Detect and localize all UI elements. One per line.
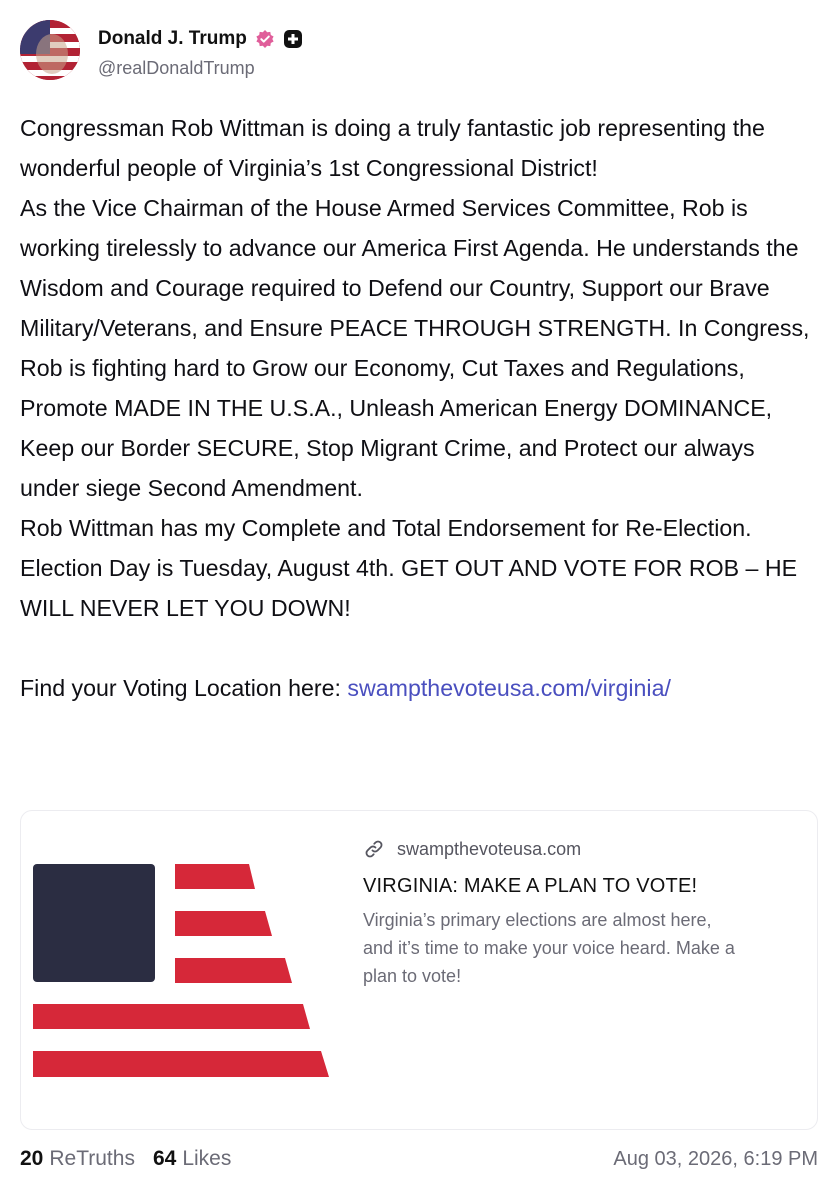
flag-stripe xyxy=(175,911,272,936)
post-paragraph: As the Vice Chairman of the House Armed Services Committee, Rob is working tirelessly to advance our America First Agenda. He understands the Wisdom and Courage required to Defend our Country, Support our Brave Military/Veterans, and Ensure PEACE THROUGH STRENGTH. In Congress, Rob is fighting hard to Grow our Economy, Cut Taxes and Regulations, Promote MADE IN THE U.S.A., Unleash American Energy DOMINANCE, Keep our Border SECURE, Stop Migrant Crime, and Protect our always under siege Second Amendment. xyxy=(20,195,810,501)
avatar[interactable] xyxy=(20,20,80,80)
display-name[interactable]: Donald J. Trump xyxy=(98,28,247,49)
verified-badge-icon xyxy=(255,29,275,49)
likes-label: Likes xyxy=(182,1147,232,1170)
voting-location-link[interactable]: swampthevoteusa.com/virginia/ xyxy=(347,675,671,701)
card-meta xyxy=(363,837,783,990)
post-spacer xyxy=(20,628,820,668)
retruths-stat[interactable] xyxy=(20,1147,135,1171)
post-paragraph: Congressman Rob Wittman is doing a truly fantastic job representing the wonderful people of Virginia’s 1st Congressional District! xyxy=(20,115,765,181)
handle[interactable]: @realDonaldTrump xyxy=(98,58,255,78)
flag-stripe xyxy=(33,1004,310,1029)
flag-stripe xyxy=(175,958,292,983)
post-paragraph: Rob Wittman has my Complete and Total Endorsement for Re-Election. Election Day is Tuesday, August 4th. GET OUT AND VOTE FOR ROB – HE WILL NEVER LET YOU DOWN! xyxy=(20,515,798,621)
retruths-count: 20 xyxy=(20,1147,44,1170)
card-title: VIRGINIA: MAKE A PLAN TO VOTE! xyxy=(363,875,698,897)
flag-stripe xyxy=(33,1051,329,1077)
retruths-label: ReTruths xyxy=(49,1147,135,1170)
flag-canton xyxy=(33,864,155,982)
likes-stat[interactable] xyxy=(153,1147,231,1171)
post-body xyxy=(20,108,820,708)
link-icon xyxy=(363,838,385,860)
plus-badge-icon xyxy=(283,29,303,49)
flag-graphic xyxy=(31,861,336,1081)
card-domain-row xyxy=(363,837,783,861)
find-location-text: Find your Voting Location here: xyxy=(20,675,348,701)
likes-count: 64 xyxy=(152,1147,177,1170)
voting-location-line xyxy=(20,668,820,708)
avatar-image xyxy=(20,20,80,80)
post-header xyxy=(20,20,820,82)
post-footer xyxy=(20,1142,818,1176)
name-row xyxy=(98,28,303,50)
post-timestamp[interactable]: Aug 03, 2026, 6:19 PM xyxy=(613,1147,818,1170)
link-preview-card[interactable] xyxy=(20,810,818,1130)
card-domain: swampthevoteusa.com xyxy=(397,838,582,859)
card-description: Virginia’s primary elections are almost here, and it’s time to make your voice heard. Make a plan to vote! xyxy=(363,910,735,986)
flag-stripe xyxy=(175,864,255,889)
